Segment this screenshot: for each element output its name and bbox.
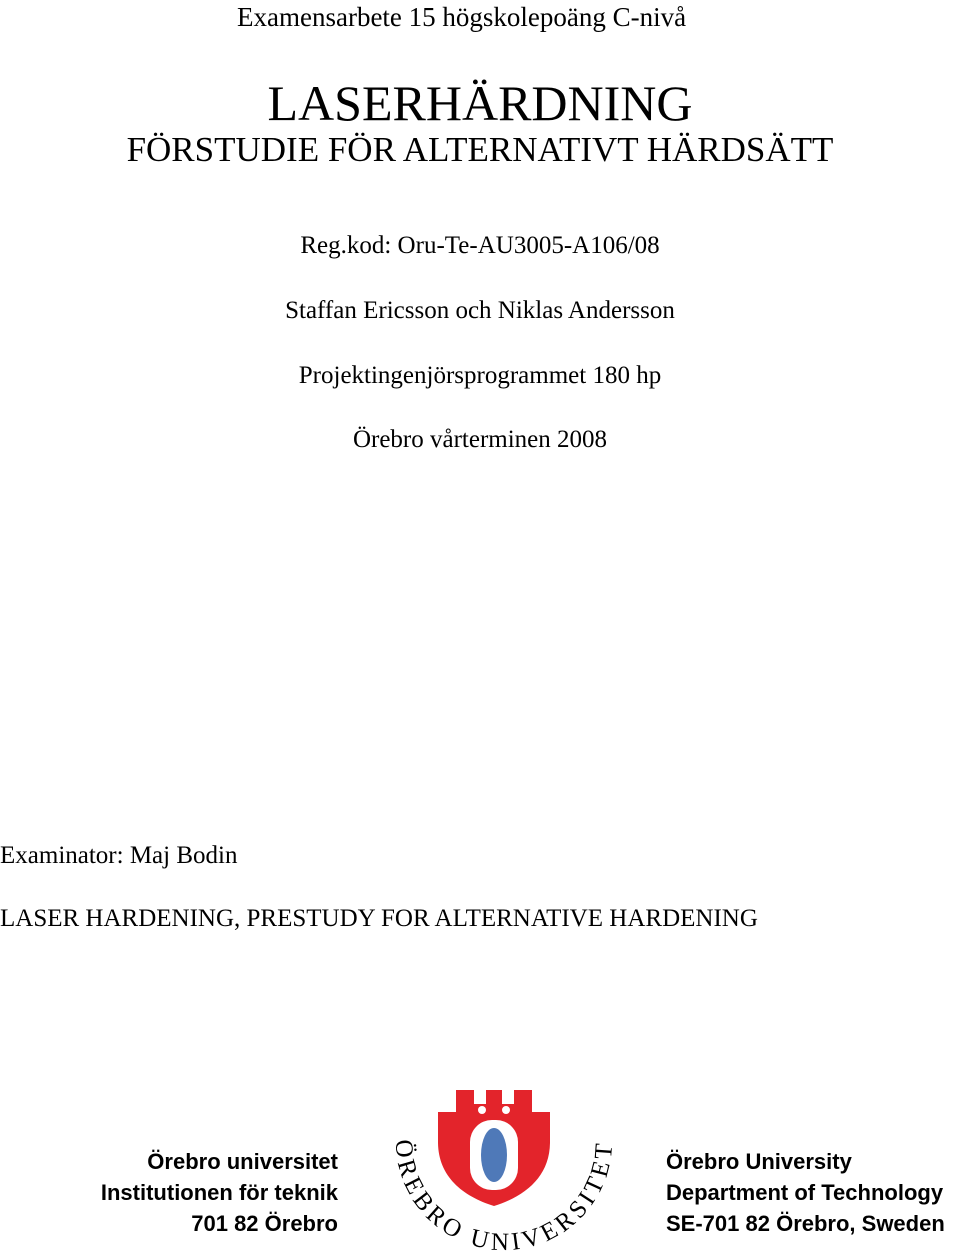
authors: Staffan Ericsson och Niklas Andersson [285,297,675,324]
place-and-term: Örebro vårterminen 2008 [352,426,608,453]
university-name-en: Örebro University [666,1149,852,1174]
postal-address-en: SE-701 82 Örebro, Sweden [666,1211,945,1236]
exam-type-line: Examensarbete 15 högskolepoäng C-nivå [237,2,687,32]
examiner: Examinator: Maj Bodin [0,842,238,869]
study-program: Projektingenjörsprogrammet 180 hp [298,362,662,389]
english-title: LASER HARDENING, PRESTUDY FOR ALTERNATIVE HARDENING [0,905,758,932]
shield-center-oval [481,1128,507,1182]
thesis-title: LASERHÄRDNING [267,75,693,131]
english-address-block [666,1146,945,1239]
logo-arc-text: ÖREBRO UNIVERSITET [389,1138,619,1257]
department-name-en: Department of Technology [666,1180,944,1205]
thesis-subtitle: FÖRSTUDIE FÖR ALTERNATIVT HÄRDSÄTT [126,130,834,169]
postal-address-sv: 701 82 Örebro [191,1211,338,1236]
orebro-university-logo [374,1084,634,1259]
registration-code: Reg.kod: Oru-Te-AU3005-A106/08 [300,232,660,259]
department-name-sv: Institutionen för teknik [100,1180,338,1205]
swedish-address-block [101,1146,338,1239]
university-name-sv: Örebro universitet [147,1149,338,1174]
